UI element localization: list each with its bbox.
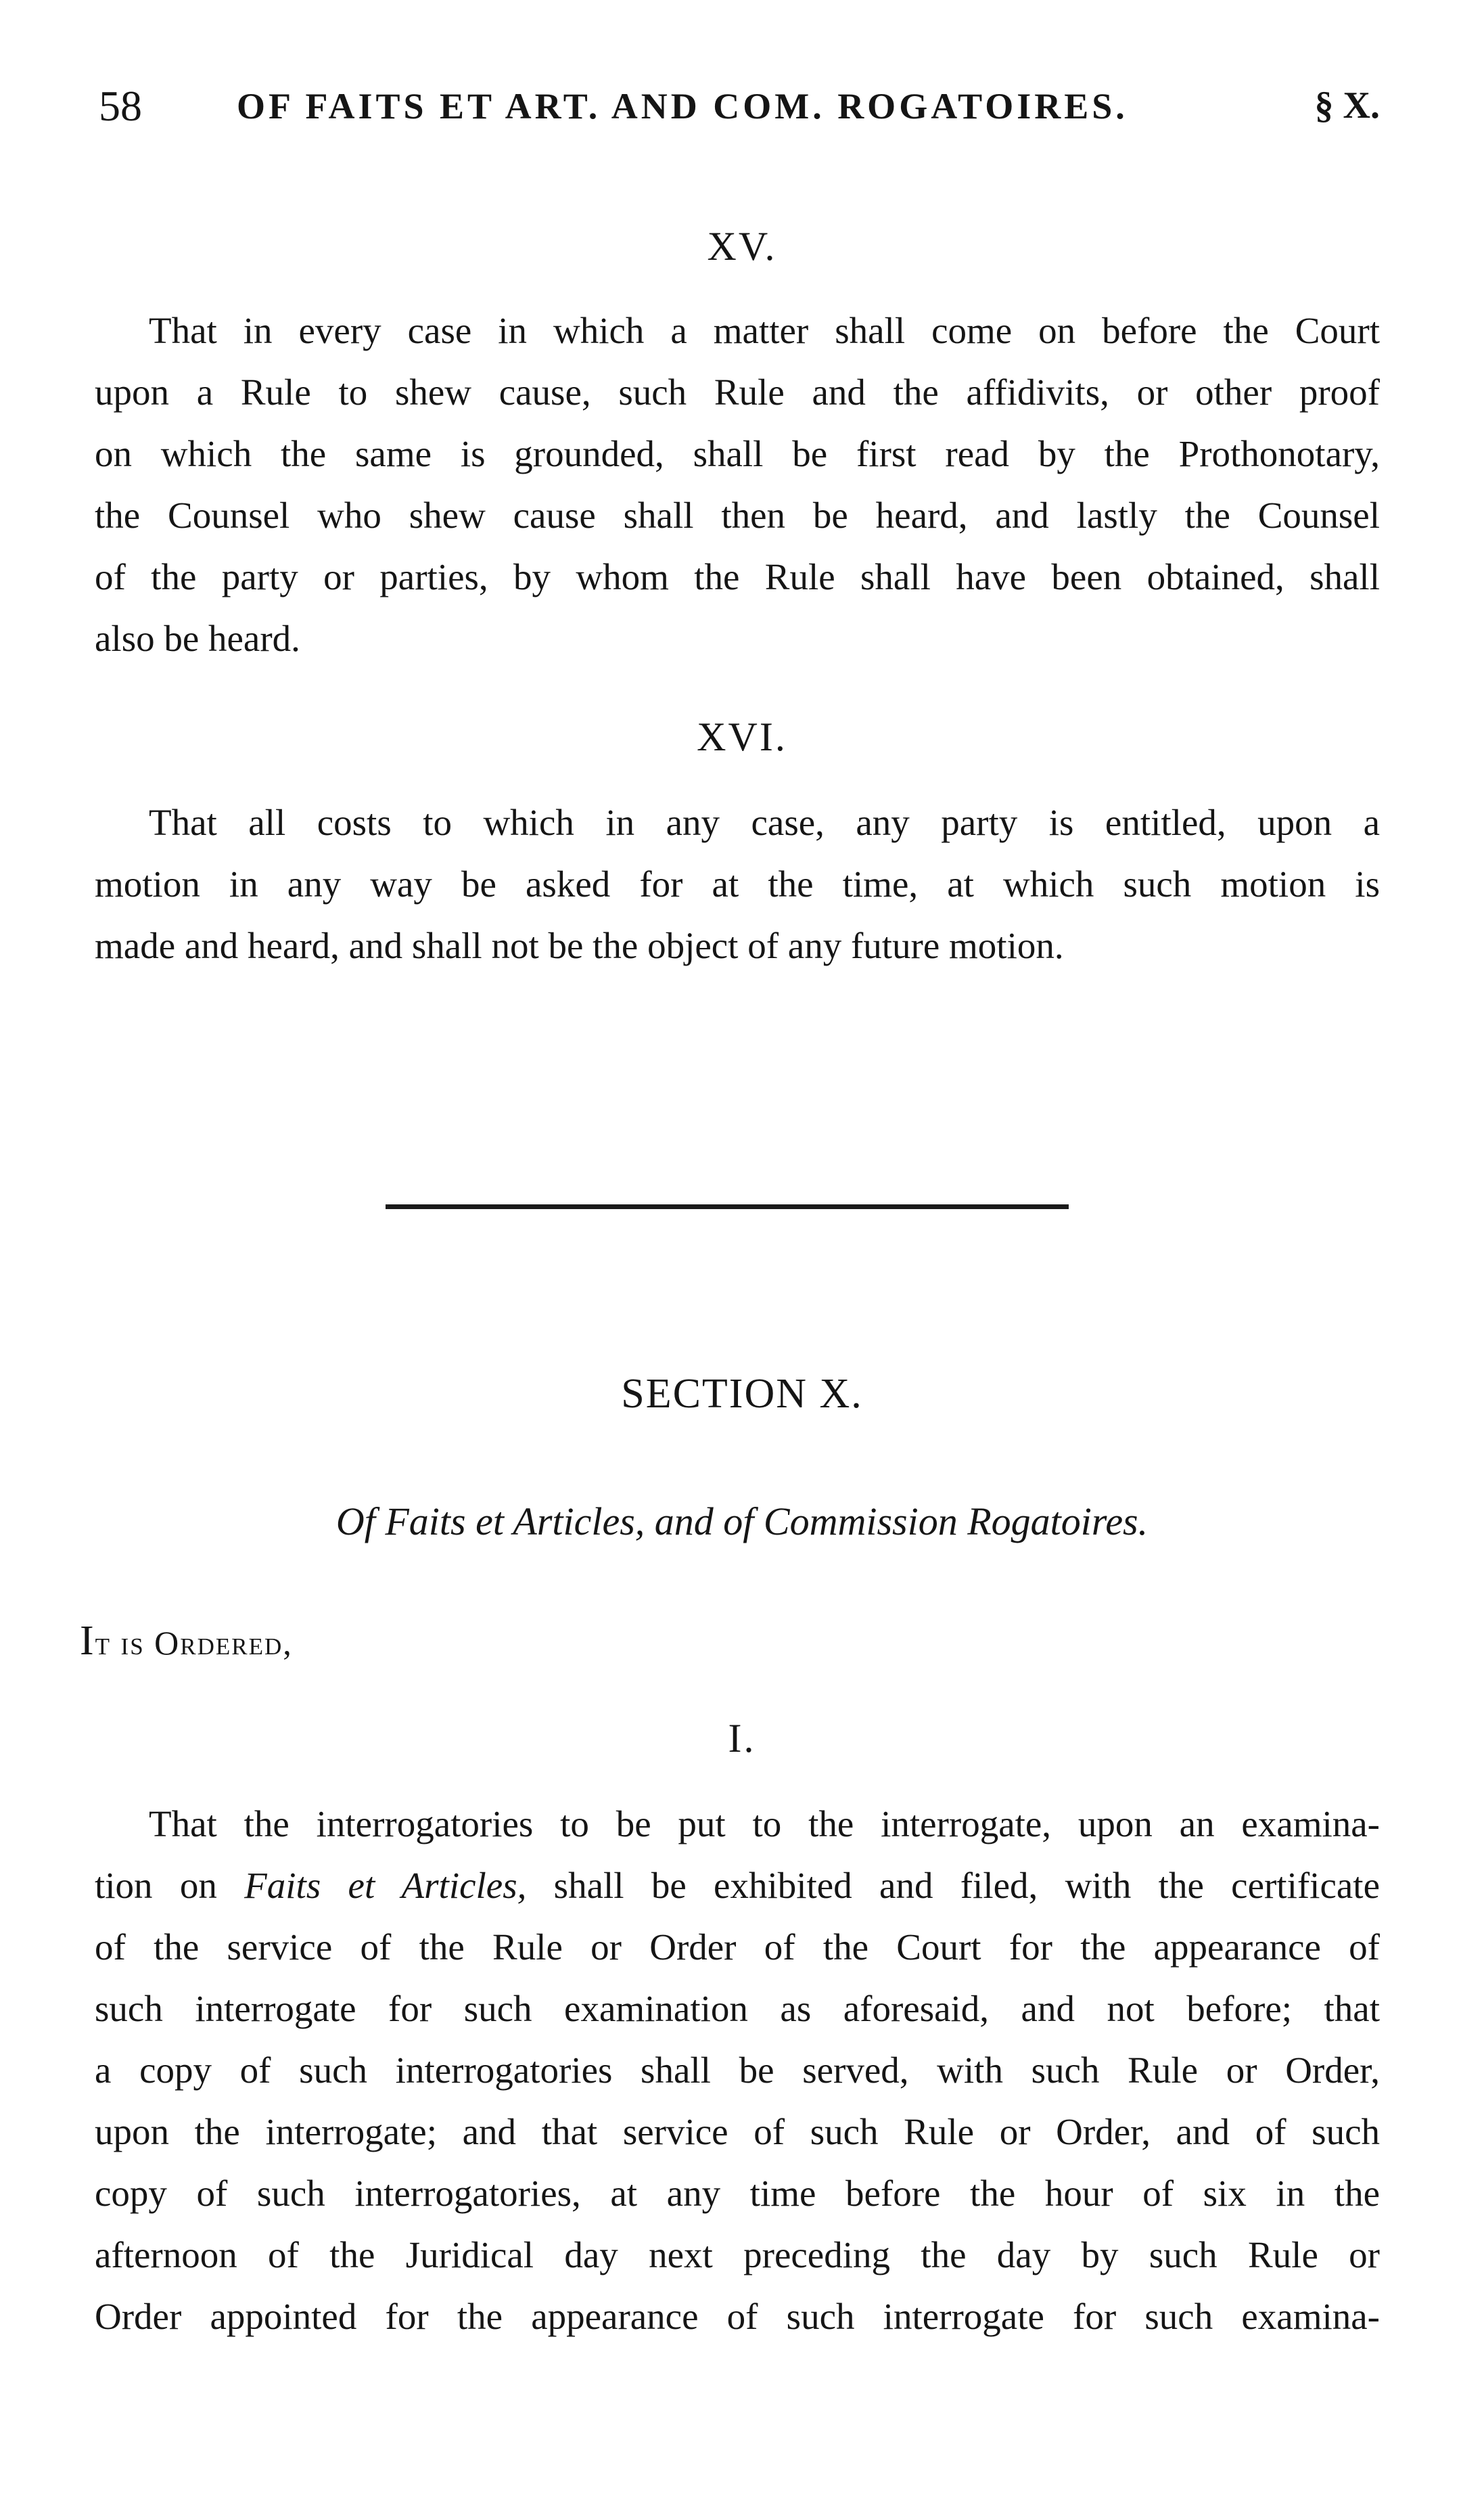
paragraph-line: copy of such interrogatories, at any time before the hour of six in the [95,2173,1380,2214]
section-subtitle: Of Faits et Articles, and of Commission Rogatoires. [335,1499,1149,1543]
rule-xvi-paragraph [95,792,1380,976]
it-is-ordered: It is Ordered, [80,1618,293,1664]
page-number: 58 [99,82,142,130]
paragraph-line: on which the same is grounded, shall be first read by the Prothonotary, [95,433,1380,474]
rule-i-paragraph [95,1793,1380,2347]
paragraph-line: of the service of the Rule or Order of the Court for the appearance of [95,1926,1380,1968]
italic-term: Faits et Articles, [244,1865,527,1906]
rule-number-i: I. [728,1716,756,1761]
running-head-section-mark: § X. [1314,85,1380,127]
paragraph-line: That in every case in which a matter shall come on before the Court [149,310,1380,351]
section-divider [386,1204,1069,1209]
rule-number-xvi: XVI. [697,715,787,759]
section-heading: SECTION X. [621,1371,863,1417]
paragraph-line: also be heard. [95,618,300,659]
paragraph-line: made and heard, and shall not be the object of any future motion. [95,925,1064,966]
paragraph-line: upon a Rule to shew cause, such Rule and the affidivits, or other proof [95,371,1380,413]
paragraph-line: a copy of such interrogatories shall be served, with such Rule or Order, [95,2049,1380,2091]
paragraph-line: upon the interrogate; and that service of such Rule or Order, and of such [95,2111,1380,2152]
paragraph-line: tion on Faits et Articles, shall be exhibited and filed, with the certificate [95,1865,1380,1906]
paragraph-line: the Counsel who shew cause shall then be heard, and lastly the Counsel [95,495,1380,536]
paragraph-line: afternoon of the Juridical day next preceding the day by such Rule or [95,2234,1380,2275]
rule-xv-paragraph [95,300,1380,669]
paragraph-line: That all costs to which in any case, any party is entitled, upon a [149,802,1380,843]
paragraph-line: such interrogate for such examination as aforesaid, and not before; that [95,1988,1380,2029]
paragraph-line: of the party or parties, by whom the Rule shall have been obtained, shall [95,556,1380,597]
paragraph-line: Order appointed for the appearance of such interrogate for such examina- [95,2296,1380,2337]
running-head-title: OF FAITS ET ART. AND COM. ROGATOIRES. [237,86,1128,127]
paragraph-line: That the interrogatories to be put to the interrogate, upon an examina- [149,1803,1380,1844]
running-head [95,81,1380,135]
paragraph-line: motion in any way be asked for at the time, at which such motion is [95,863,1380,905]
rule-number-xv: XV. [707,224,777,269]
